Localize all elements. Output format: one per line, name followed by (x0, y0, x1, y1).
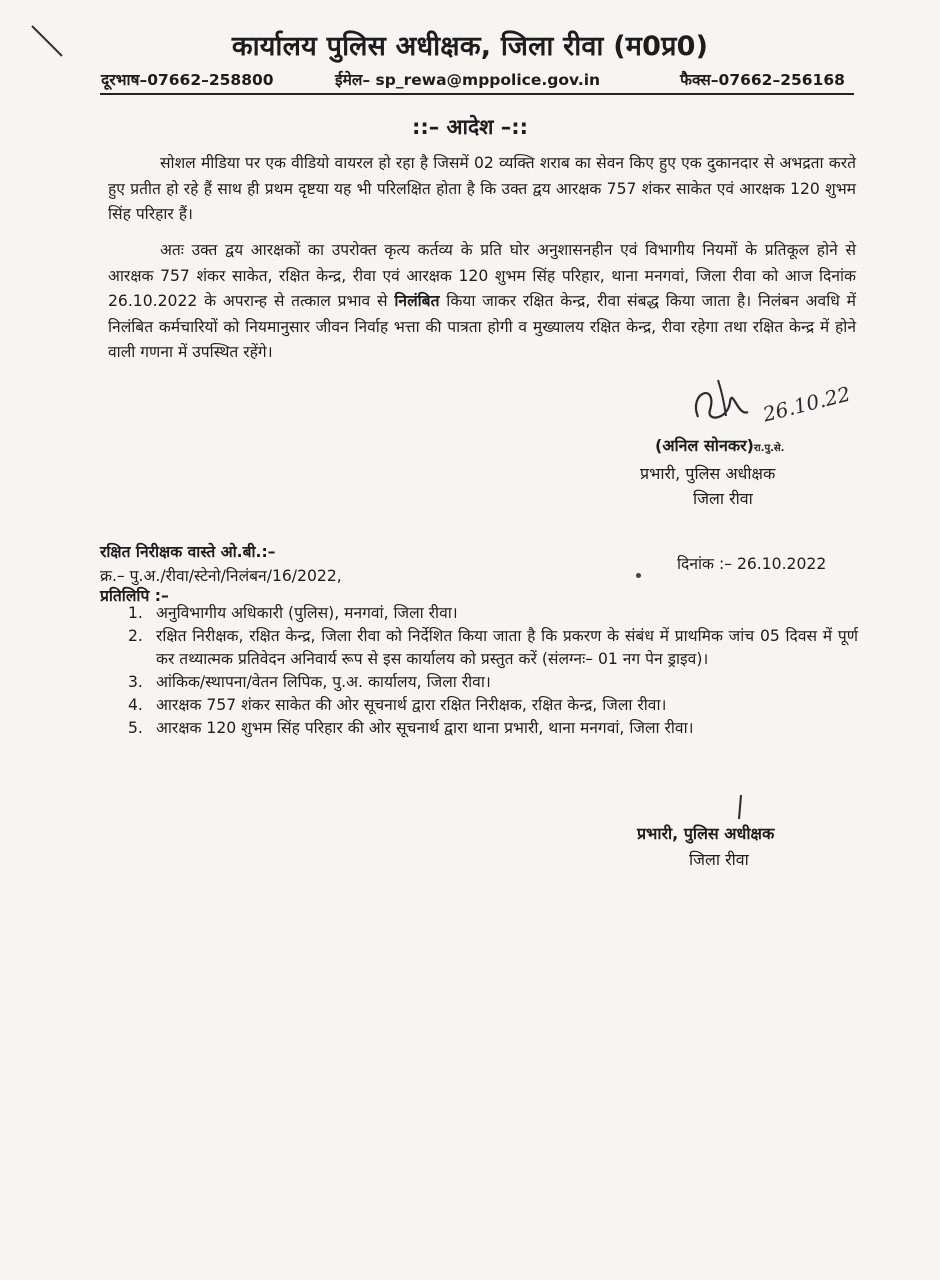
signatory-name (655, 434, 785, 456)
list-item (128, 671, 858, 694)
list-item-text: आरक्षक 120 शुभम सिंह परिहार की ओर सूचनार्थ द्वारा थाना प्रभारी, थाना मनगवां, जिला रीवा। (156, 719, 694, 737)
signatory-2-designation: प्रभारी, पुलिस अधीक्षक (637, 824, 775, 843)
suspension-word: निलंबित (394, 292, 440, 310)
list-item (128, 625, 858, 671)
list-item-number: 1. (128, 604, 143, 622)
list-item-text: अनुविभागीय अधिकारी (पुलिस), मनगवां, जिला रीवा। (156, 604, 458, 622)
list-item-number: 4. (128, 696, 143, 714)
signature-date-handwritten: 26.10.22 (760, 381, 853, 427)
copy-label: प्रतिलिपि :– (100, 587, 169, 605)
speck (636, 573, 641, 578)
office-title: कार्यालय पुलिस अधीक्षक, जिला रीवा (म0प्र0) (231, 31, 709, 62)
list-item-text: रक्षित निरीक्षक, रक्षित केन्द्र, जिला रीवा को निर्देशित किया जाता है कि प्रकरण के संबंध में प्राथमिक जांच 05 दिवस में पूर्ण कर तथ्यात्मक प्रतिवेदन अनिवार्य रूप से इस कार्यालय को प्रस्तुत करें (संलग्नः– 01 नग पेन ड्राइव)। (156, 627, 858, 668)
list-item-text: आरक्षक 757 शंकर साकेत की ओर सूचनार्थ द्वारा रक्षित निरीक्षक, रक्षित केन्द्र, जिला रीवा। (156, 696, 667, 714)
signatory-name-text: (अनिल सोनकर) (655, 436, 754, 455)
list-item-text: आंकिक/स्थापना/वेतन लिपिक, पु.अ. कार्यालय, जिला रीवा। (156, 673, 491, 691)
list-item (128, 694, 858, 717)
copy-list (128, 602, 858, 740)
list-item (128, 602, 858, 625)
order-date: दिनांक :– 26.10.2022 (677, 555, 827, 573)
signatory-district: जिला रीवा (693, 489, 753, 508)
paragraph-2-text-a: अतः उक्त द्वय आरक्षकों का उपरोक्त कृत्य कर्तव्य के प्रति घोर अनुशासनहीन एवं विभागीय नियमों के प्रतिकूल होने से आरक्षक 757 शंकर साकेत, रक्षित केन्द्र, रीवा एवं आरक्षक 120 शुभम सिंह परिहार, थाना मनगवां, जिला रीवा को आज दिनांक 26.10.2022 के अपरान्ह से तत्काल प्रभाव से (108, 241, 856, 310)
list-item-number: 3. (128, 673, 143, 691)
ri-line: रक्षित निरीक्षक वास्ते ओ.बी.:– (100, 543, 276, 561)
list-item-number: 2. (128, 627, 143, 645)
list-item-number: 5. (128, 719, 143, 737)
reference-number: क्र.– पु.अ./रीवा/स्टेनो/निलंबन/16/2022, (100, 567, 342, 585)
paragraph-2-text-b: किया जाकर रक्षित केन्द्र, रीवा संबद्ध किया जाता है। निलंबन अवधि में निलंबित कर्मचारियों को नियमानुसार जीवन निर्वाह भत्ता की पात्रता होगी व मुख्यालय रक्षित केन्द्र, रीवा रहेगा तथा रक्षित केन्द्र में होने वाली गणना में उपस्थित रहेंगे। (108, 292, 856, 361)
header-divider (100, 93, 854, 95)
order-title: ::– आदेश –:: (411, 115, 529, 139)
signature-2-mark (734, 793, 746, 821)
signatory-2-district: जिला रीवा (689, 850, 749, 869)
paragraph-1: सोशल मीडिया पर एक वीडियो वायरल हो रहा है जिसमें 02 व्यक्ति शराब का सेवन किए हुए एक दुकानदार से अभद्रता करते हुए प्रतीत हो रहे हैं साथ ही प्रथम दृष्टया यह भी परिलक्षित होता है कि उक्त द्वय आरक्षक 757 शंकर साकेत एवं आरक्षक 120 शुभम सिंह परिहार हैं। (108, 154, 856, 223)
signatory-suffix: रा.पु.से. (753, 443, 785, 454)
paragraph-2 (108, 238, 856, 366)
fax-number: फैक्स–07662–256168 (680, 71, 845, 89)
list-item (128, 717, 858, 740)
phone-number: दूरभाष–07662–258800 (101, 71, 274, 89)
email-address: ईमेल– sp_rewa@mppolice.gov.in (335, 71, 601, 89)
signatory-designation: प्रभारी, पुलिस अधीक्षक (640, 464, 776, 483)
